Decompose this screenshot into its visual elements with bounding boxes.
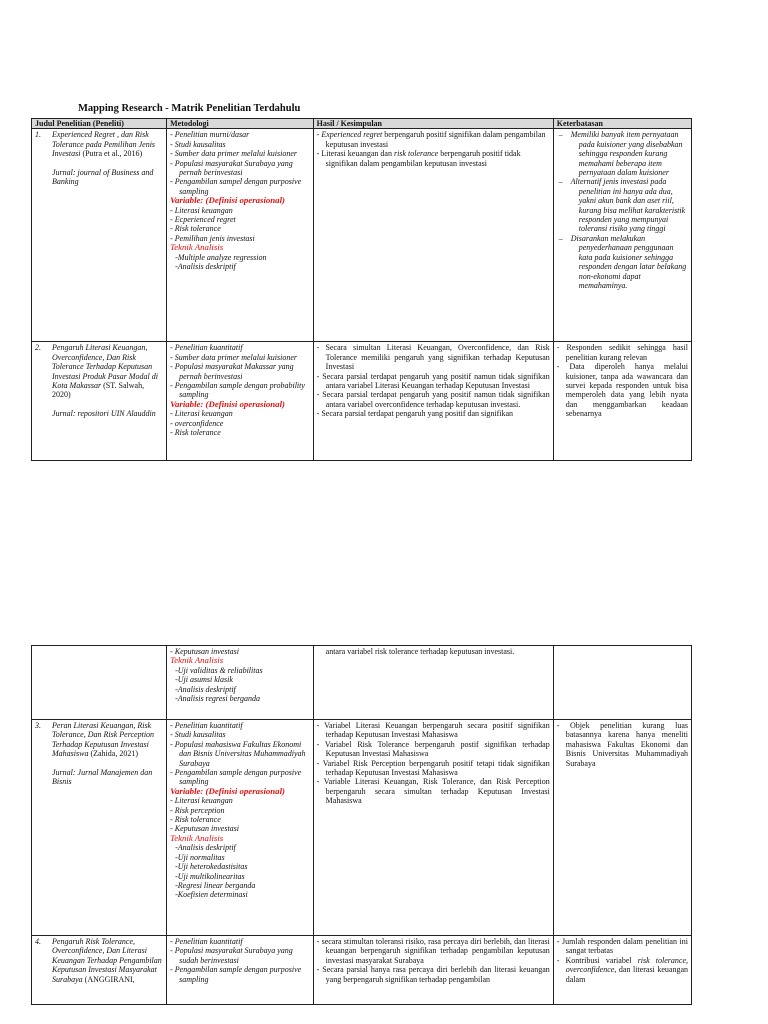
variable-item: - Keputusan investasi	[170, 824, 239, 834]
result-cell	[313, 936, 553, 1005]
result-item: - secara stimultan toleransi risiko, rasa percaya diri berlebih, dan literasi keuangan berpengaruh signifikan terhadap pengambilan keputusan investasi masyarakat Surabaya	[316, 937, 550, 965]
limitation-cell	[553, 720, 691, 936]
variable-heading: Variable: (Definisi operasional)	[170, 195, 285, 206]
study-title-cell	[32, 936, 167, 1005]
method-item: - Studi kausalitas	[170, 139, 226, 149]
result-item: - Experienced regret berpengaruh positif signifikan dalam pengambilan keputusan investasi	[316, 130, 546, 149]
study-title-cell	[32, 646, 167, 720]
limitation-item: - Objek penelitian kurang luas batasannya karena hanya meneliti mahasiswa Fakultas Ekonomi dan Bisnis Universitas Muhammadiyah Surabaya	[556, 721, 688, 768]
study-title: Pengaruh Risk Tolerance, Overconfidence, Dan Literasi Keuangan Terhadap Pengambilan Keputusan Investasi Masyarakat Surabaya	[52, 937, 162, 984]
variable-item: - Literasi keuangan	[170, 205, 233, 215]
analysis-heading: Teknik Analisis	[170, 832, 224, 843]
study-title-cell	[32, 720, 167, 936]
limitation-item: - Jumlah responden dalam penelitian ini sangat terbatas	[556, 937, 688, 956]
limitation-cell	[553, 646, 691, 720]
analysis-item: -Uji normalitas	[175, 852, 225, 862]
method-item: - Populasi masyarakat Surabaya yang sudah berinvestasi	[170, 946, 293, 965]
study-number: 4.	[35, 937, 41, 946]
variable-item: - Ecperienced regret	[170, 215, 236, 225]
variable-heading: Variable: (Definisi operasional)	[170, 398, 285, 409]
limitation-item: – Alternatif jenis investasi pada penelitian ini hanya ada dua, yakni akun bank dan aset riil, kurang bisa melihat karakteristik responden yang mempunyai toleransi risiko yang tinggi	[558, 177, 686, 234]
variable-item: - Risk tolerance	[170, 428, 221, 438]
limitation-item: – Disarankan melakukan penyederhanaan penggunaan kata pada kuisioner sehingga responden dengan latar belakang non-ekonomi dapat memahaminya.	[558, 233, 687, 290]
study-title: Pengaruh Literasi Keuangan, Overconfidence, Dan Risk Tolerance Terhadap Keputusan Investasi Produk Pasar Modal di Kota Makassar	[52, 343, 158, 391]
variable-item: - Literasi keuangan	[170, 409, 233, 419]
method-item: - Populasi masyarakat Surabaya yang pernah berinvestasi	[170, 158, 293, 178]
method-item: - Populasi masyarakat Makassar yang pernah berinvestasi	[170, 362, 294, 381]
variable-item: - overconfidence	[170, 418, 224, 428]
result-item: - Variabel Literasi Keuangan berpengaruh secara positif signifikan terhadap Keputusan Investasi Mahasiswa	[316, 721, 550, 740]
analysis-heading: Teknik Analisis	[170, 242, 224, 253]
result-item: - Variable Literasi Keuangan, Risk Tolerance, dan Risk Perception berpengaruh secara simultan terhadap Keputusan Investasi Mahasiswa	[316, 777, 550, 806]
study-title-cell	[32, 342, 167, 461]
result-item: antara variabel risk tolerance terhadap keputusan investasi.	[325, 647, 515, 656]
table-row	[32, 342, 692, 461]
limitation-item: - Responden sedikit sehingga hasil penelitian kurang relevan	[556, 343, 688, 362]
table-row	[32, 936, 692, 1005]
result-item: - Secara parsial terdapat pengaruh yang positif namun tidak signifikan antara variabel overconfidence terhadap keputusan investasi.	[316, 390, 550, 409]
method-item: - Penelitian kuantitatif	[170, 937, 243, 946]
study-author: (ST. Salwah, 2020)	[52, 381, 145, 400]
result-cell	[313, 646, 553, 720]
study-journal: Jurnal: Jurnal Manajemen dan Bisnis	[52, 767, 153, 787]
result-cell	[313, 129, 553, 342]
analysis-item: -Analisis deskriptif	[175, 843, 236, 853]
analysis-heading: Teknik Analisis	[170, 655, 224, 666]
study-author: (Zahida, 2021)	[90, 749, 138, 759]
method-item: - Pengambilan sample dengan purposive sampling	[170, 965, 302, 984]
method-item: - Studi kausalitas	[170, 730, 226, 740]
method-item: - Penelitian kuantitatif	[170, 343, 243, 353]
table-row	[32, 129, 692, 342]
result-item: - Variabel Risk Perception berpengaruh positif tetapi tidak signifikan terhadap Keputusan Investasi Mahasiswa	[316, 758, 550, 778]
study-title-cell	[32, 129, 167, 342]
limitation-item: - Kontribusi variabel risk tolerance, overconfidence, dan literasi keuangan dalam	[556, 955, 688, 984]
variable-item: - Risk tolerance	[170, 815, 221, 825]
variable-item: - Risk perception	[170, 805, 225, 815]
method-item: - Penelitian kuantitatif	[170, 721, 243, 730]
analysis-item: -Koefisien determinasi	[175, 890, 248, 900]
limitation-cell	[553, 342, 691, 461]
method-item: - Penelitian murni/dasar	[170, 130, 250, 140]
analysis-item: -Analisis deskriptif	[175, 684, 236, 694]
result-cell	[313, 342, 553, 461]
study-number: 1.	[35, 130, 41, 140]
study-journal: Jurnal: journal of Business and Banking	[52, 167, 154, 187]
limitation-item: - Data diperoleh hanya melalui kuisioner, tanpa ada wawancara dan survei kepada responden untuk bisa memperoleh data yang lebih nyata dan menggambarkan keadaan sebenarnya	[556, 362, 689, 419]
analysis-item: -Regresi linear berganda	[175, 880, 256, 890]
analysis-item: -Analisis regresi berganda	[175, 694, 260, 704]
variable-item: - Pemilihan jenis investasi	[170, 233, 255, 243]
result-item: - Variabel Risk Tolerance berpengaruh postif signifikan terhadap Keputusan Investasi Mahasiswa	[316, 739, 550, 759]
limitation-item: – Memiliki banyak item pernyataan pada kuisioner yang disebabkan sehingga responden kurang memahami beberapa item pernyataan dalam kuisioner	[558, 130, 683, 178]
study-number: 3.	[35, 721, 41, 730]
header-method: Metodologi	[167, 119, 314, 129]
method-item: - Pengambilan sample dengan purposive sampling	[170, 768, 302, 787]
method-cell	[167, 129, 314, 342]
table-header-row	[32, 119, 692, 129]
method-item: - Pengambilan sample dengan probability sampling	[170, 381, 305, 400]
method-cell	[167, 342, 314, 461]
result-item: - Secara parsial hanya rasa percaya diri berlebih dan literasi keuangan yang berpengaruh signifikan terhadap pengambilan	[316, 965, 550, 984]
result-item: - Secara parsial terdapat pengaruh yang positif dan signifikan	[316, 409, 514, 419]
method-cell	[167, 646, 314, 720]
analysis-item: -Uji heterokedastisitas	[175, 862, 248, 872]
study-journal: Jurnal: repositori UIN Alauddin	[52, 408, 156, 418]
study-author: (Putra et al., 2016)	[82, 149, 143, 159]
variable-item: - Risk tolerance	[170, 224, 221, 234]
study-number: 2.	[35, 343, 41, 353]
limitation-cell	[553, 936, 691, 1005]
result-cell	[313, 720, 553, 936]
research-matrix-table-page2	[31, 645, 692, 1005]
research-matrix-table-page1	[31, 118, 692, 461]
analysis-item: -Uji asumsi klasik	[175, 675, 233, 685]
study-title: Peran Literasi Keuangan, Risk Tolerance, Dan Risk Perception Terhadap Keputusan Investasi Mahasiswa	[52, 721, 155, 759]
study-title: Experienced Regret , dan Risk Tolerance pada Pemilihan Jenis Investasi	[52, 130, 156, 159]
method-item: - Sumber data primer melalui kuisioner	[170, 149, 297, 159]
study-author: (ANGGIRANI,	[84, 974, 135, 984]
variable-heading: Variable: (Definisi operasional)	[170, 785, 285, 796]
method-cell	[167, 720, 314, 936]
method-item: - Pengambilan sampel dengan purposive sampling	[170, 177, 302, 196]
header-result: Hasil / Kesimpulan	[313, 119, 553, 129]
analysis-item: -Analisis deskriptif	[175, 262, 236, 272]
table-row	[32, 720, 692, 936]
method-item: - Sumber data primer melalui kuisioner	[170, 352, 297, 362]
table-row-continued	[32, 646, 692, 720]
analysis-item: -Uji multikolinearitas	[175, 871, 245, 881]
result-item: - Secara simultan Literasi Keuangan, Overconfidence, dan Risk Tolerance memiliki pengaruh yang signifikan terhadap Keputusan Investasi	[316, 343, 550, 372]
method-cell	[167, 936, 314, 1005]
analysis-item: -Multiple analyze regression	[175, 252, 267, 262]
result-item: - Secara parsial terdapat pengaruh yang positif namun tidak signifikan antara variabel Literasi Keuangan terhadap Keputusan Investasi	[316, 371, 550, 391]
header-title: Judul Penelitian (Peneliti)	[32, 119, 167, 129]
header-limitation: Keterbatasan	[553, 119, 691, 129]
result-item: - Literasi keuangan dan risk tolerance berpengaruh positif tidak signifikan dalam pengambilan keputusan investasi	[316, 149, 521, 168]
page-title: Mapping Research - Matrik Penelitian Terdahulu	[78, 103, 301, 114]
variable-item: - Literasi keuangan	[170, 796, 233, 806]
variable-item: - Keputusan investasi	[170, 647, 239, 656]
limitation-cell	[553, 129, 691, 342]
method-item: - Populasi mahasiswa Fakultas Ekonomi dan Bisnis Universitas Muhammadiyah Surabaya	[170, 739, 306, 768]
analysis-item: -Uji validitas & reliabilitas	[175, 665, 263, 675]
